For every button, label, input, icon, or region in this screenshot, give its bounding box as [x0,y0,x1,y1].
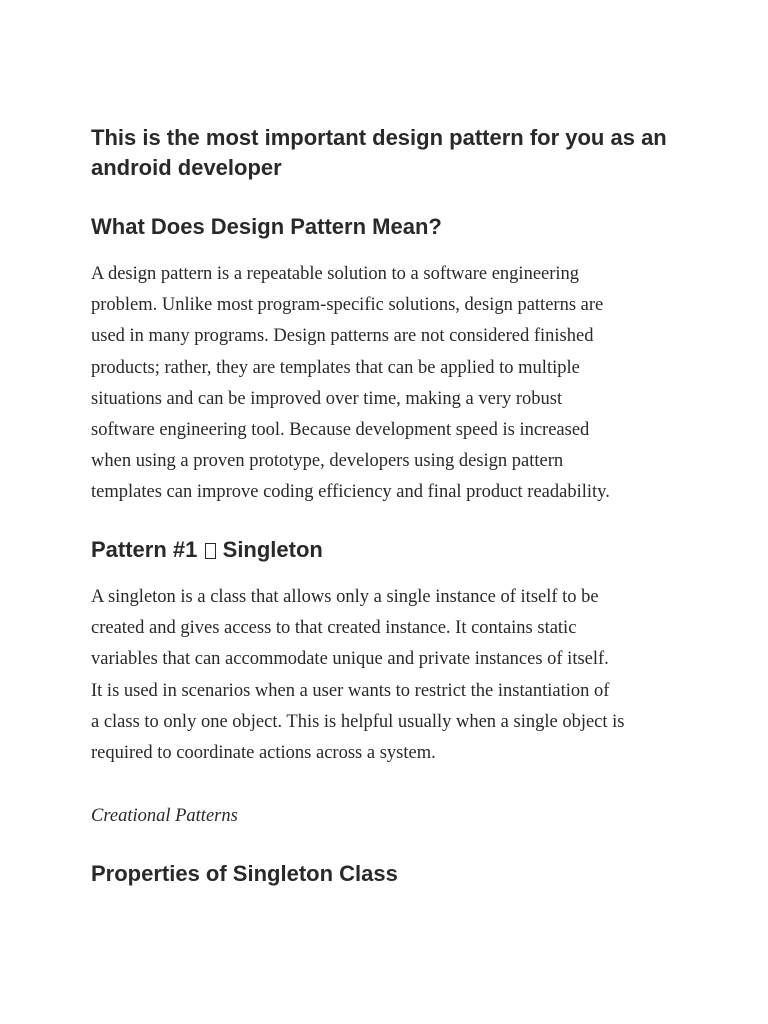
creational-patterns-note: Creational Patterns [91,806,238,826]
article-title: This is the most important design pattern for you as an android developer [91,125,667,180]
paragraph-singleton [91,582,691,769]
paragraph-line: used in many programs. Design patterns are not considered finished [91,326,594,347]
section-heading-design-pattern: What Does Design Pattern Mean? [91,214,442,239]
paragraph-line: situations and can be improved over time, making a very robust [91,388,563,409]
paragraph-line: a class to only one object. This is helpful usually when a single object is [91,711,625,732]
paragraph-line: software engineering tool. Because development speed is increased [91,420,590,441]
paragraph-design-pattern [91,259,691,509]
paragraph-line: variables that can accommodate unique and private instances of itself. [91,649,609,670]
paragraph-line: A design pattern is a repeatable solution to a software engineering [91,264,580,284]
section-heading-singleton [91,535,323,565]
paragraph-line: products; rather, they are templates that can be applied to multiple [91,357,580,378]
paragraph-line: problem. Unlike most program-specific solutions, design patterns are [91,295,604,316]
paragraph-line: templates can improve coding efficiency and final product readability. [91,482,610,503]
heading-prefix: Pattern #1 [91,537,198,562]
paragraph-line: A singleton is a class that allows only a single instance of itself to be [91,587,599,607]
paragraph-line: It is used in scenarios when a user wants to restrict the instantiation of [91,680,610,701]
missing-glyph-icon [205,543,216,559]
heading-suffix: Singleton [222,537,323,562]
paragraph-line: required to coordinate actions across a system. [91,743,436,764]
section-heading-properties: Properties of Singleton Class [91,861,398,886]
paragraph-line: created and gives access to that created instance. It contains static [91,618,577,639]
paragraph-line: when using a proven prototype, developers using design pattern [91,451,564,472]
